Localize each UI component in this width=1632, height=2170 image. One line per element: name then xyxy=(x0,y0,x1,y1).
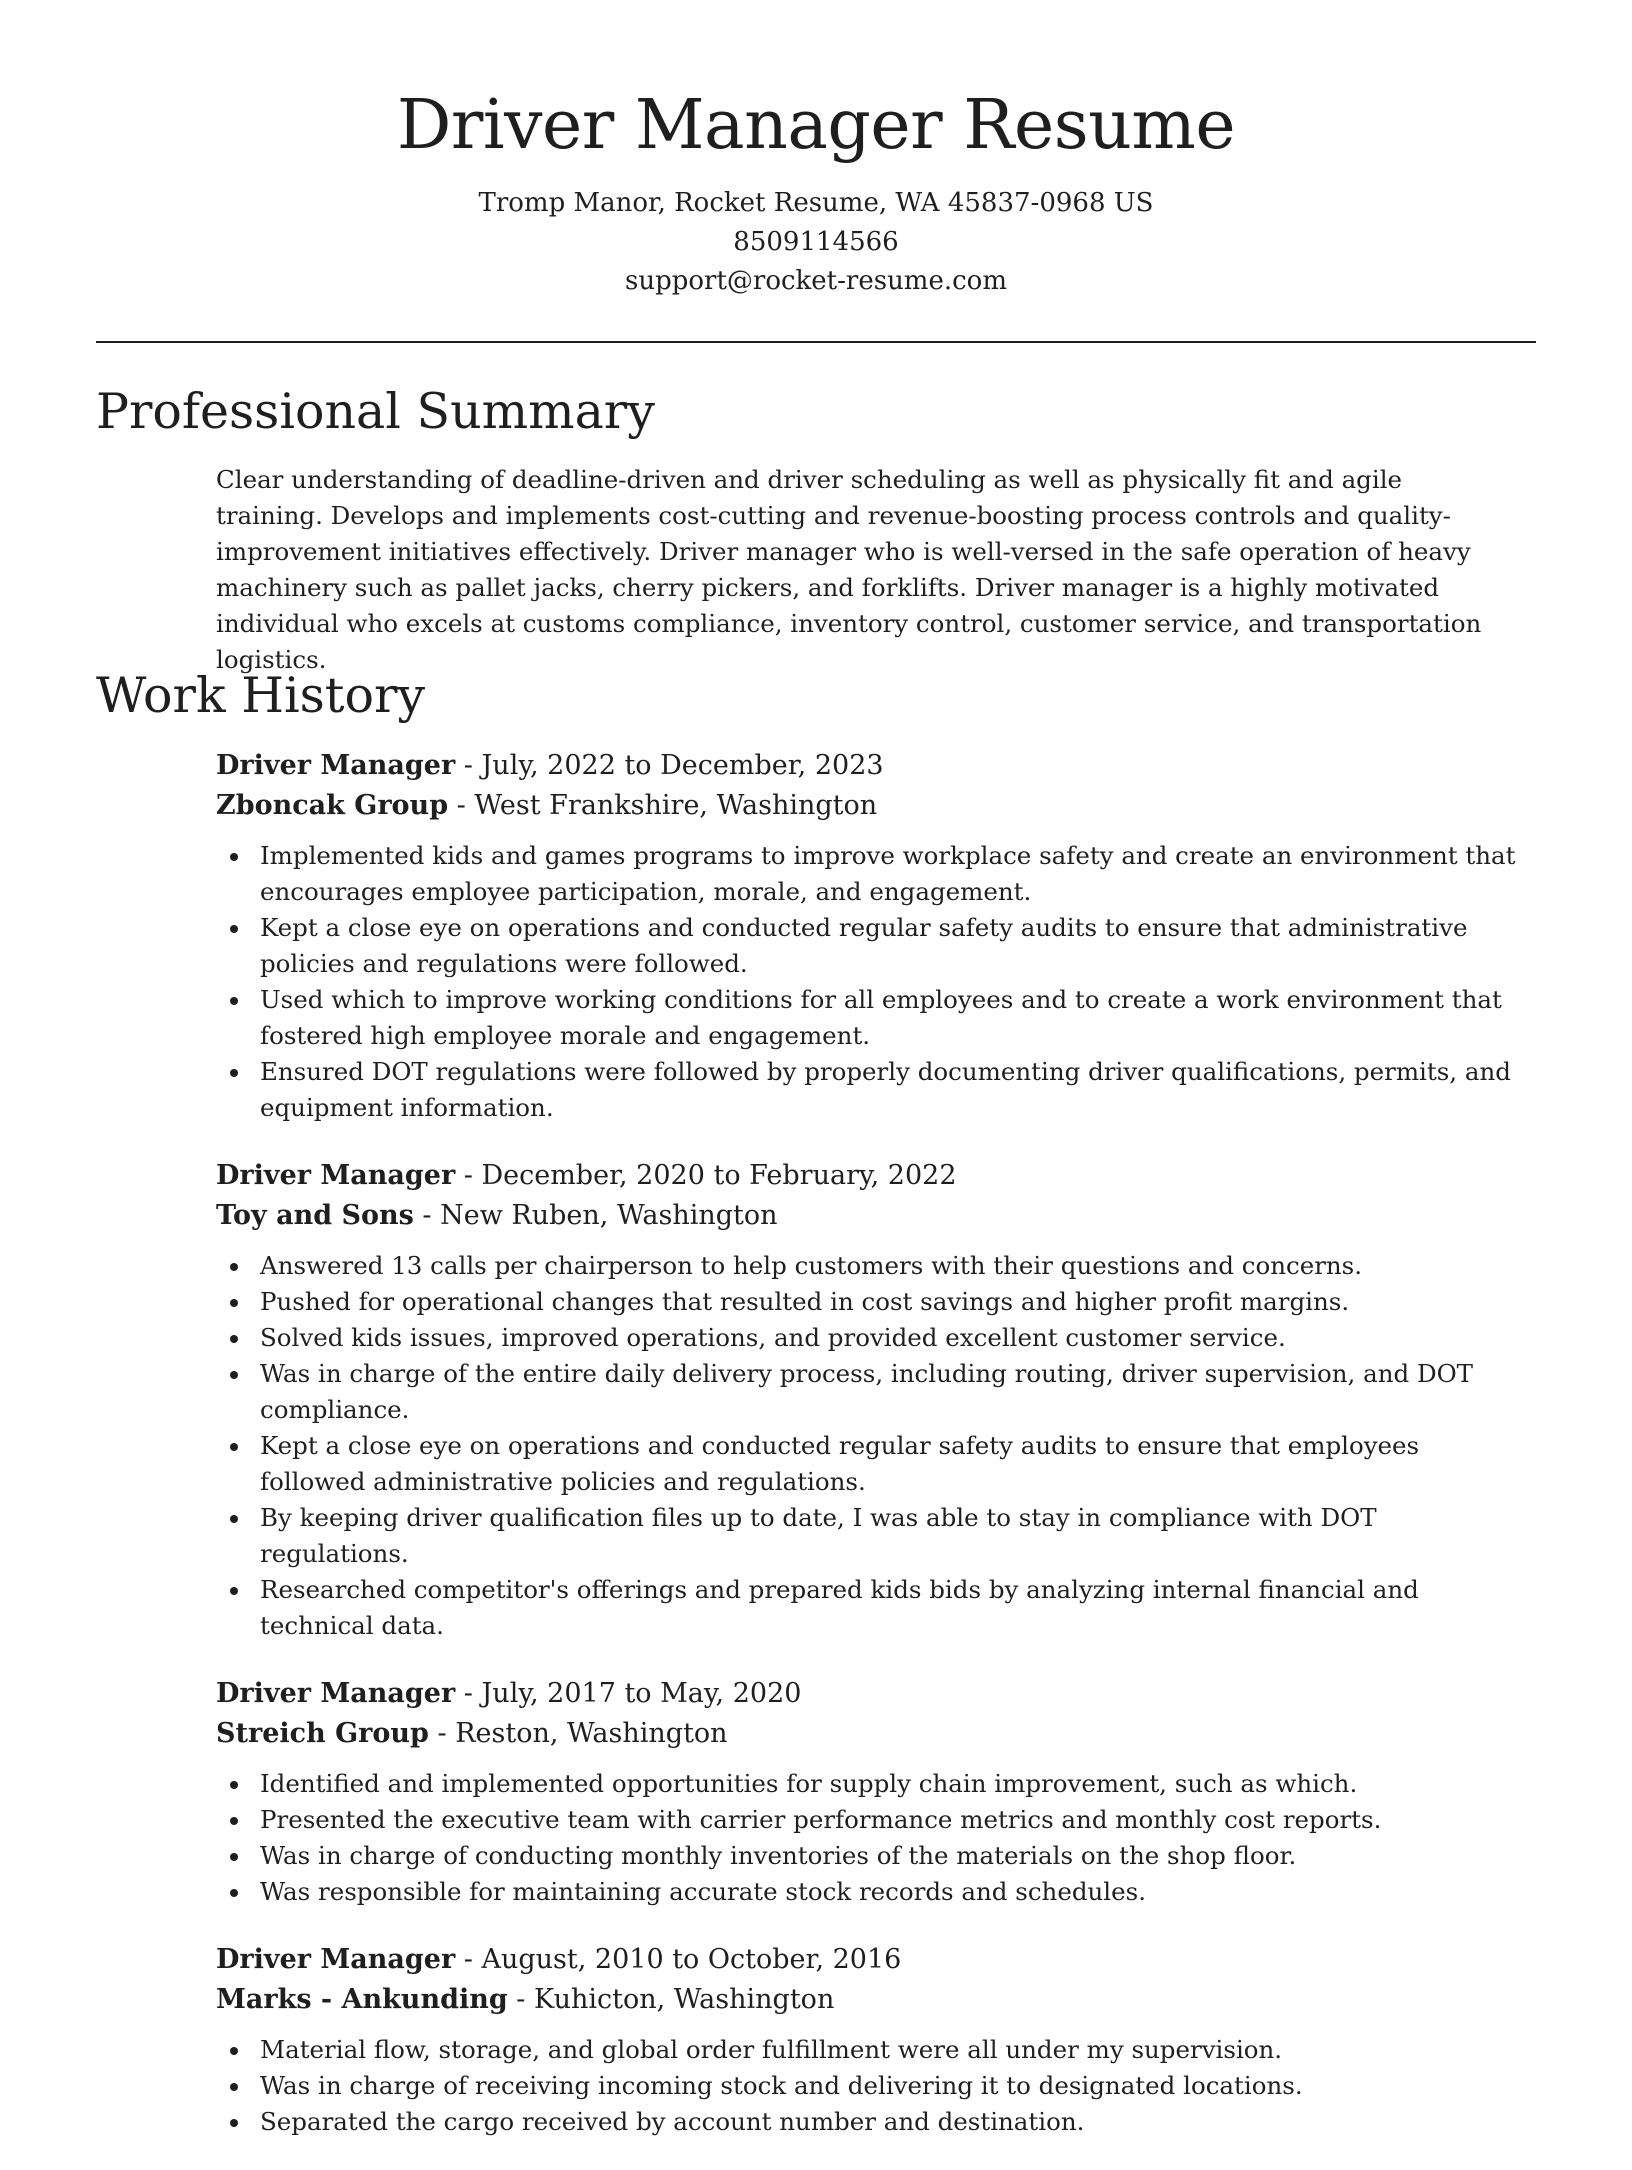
job-bullet-list xyxy=(216,2032,1516,2140)
job-location: - New Ruben, Washington xyxy=(413,1200,778,1231)
contact-email: support@rocket-resume.com xyxy=(624,266,1007,296)
job-entry xyxy=(216,1940,1516,2140)
job-bullet: Identified and implemented opportunities for supply chain improvement, such as which. xyxy=(260,1766,1516,1802)
job-company-line xyxy=(216,786,1516,826)
job-bullet: Kept a close eye on operations and conducted regular safety audits to ensure that employees followed administrative policies and regulations. xyxy=(260,1428,1516,1500)
job-role: Driver Manager xyxy=(216,1944,456,1975)
job-bullet: Was in charge of conducting monthly inventories of the materials on the shop floor. xyxy=(260,1838,1516,1874)
job-bullet: Separated the cargo received by account number and destination. xyxy=(260,2104,1516,2140)
job-bullet-list xyxy=(216,838,1516,1126)
job-company: Toy and Sons xyxy=(216,1200,414,1231)
contact-address: Tromp Manor, Rocket Resume, WA 45837-0968 US xyxy=(478,188,1154,218)
summary-heading: Professional Summary xyxy=(96,383,655,440)
job-bullet: Was in charge of the entire daily delivery process, including routing, driver supervision, and DOT compliance. xyxy=(260,1356,1516,1428)
job-bullet: Kept a close eye on operations and conducted regular safety audits to ensure that administrative policies and regulations were followed. xyxy=(260,910,1516,982)
contact-phone: 8509114566 xyxy=(733,227,899,257)
resume-header xyxy=(96,78,1536,301)
job-company-line xyxy=(216,1714,1516,1754)
job-bullet: Was responsible for maintaining accurate stock records and schedules. xyxy=(260,1874,1516,1910)
job-entry xyxy=(216,1674,1516,1910)
job-bullet: Answered 13 calls per chairperson to help customers with their questions and concerns. xyxy=(260,1248,1516,1284)
job-title-line xyxy=(216,1156,1516,1196)
job-bullet: Was in charge of receiving incoming stock and delivering it to designated locations. xyxy=(260,2068,1516,2104)
job-company-line xyxy=(216,1196,1516,1236)
job-title-line xyxy=(216,746,1516,786)
header-divider xyxy=(96,341,1536,343)
job-bullet: Material flow, storage, and global order fulfillment were all under my supervision. xyxy=(260,2032,1516,2068)
work-history-list xyxy=(216,746,1516,2170)
job-bullet: Used which to improve working conditions for all employees and to create a work environment that fostered high employee morale and engagement. xyxy=(260,982,1516,1054)
job-dates: - August, 2010 to October, 2016 xyxy=(455,1944,902,1975)
job-bullet-list xyxy=(216,1248,1516,1644)
job-bullet: Researched competitor's offerings and prepared kids bids by analyzing internal financial and technical data. xyxy=(260,1572,1516,1644)
job-company: Zboncak Group xyxy=(216,790,449,821)
job-dates: - December, 2020 to February, 2022 xyxy=(455,1160,957,1191)
job-company: Streich Group xyxy=(216,1718,429,1749)
job-bullet-list xyxy=(216,1766,1516,1910)
job-location: - Reston, Washington xyxy=(428,1718,728,1749)
job-title-line xyxy=(216,1940,1516,1980)
job-role: Driver Manager xyxy=(216,750,456,781)
job-entry xyxy=(216,1156,1516,1644)
summary-text: Clear understanding of deadline-driven and driver scheduling as well as physically fit and agile training. Develops and implements cost-cutting and revenue-boosting process controls and quality-improvement initiatives effectively. Driver manager who is well-versed in the safe operation of heavy machinery such as pallet jacks, cherry pickers, and forklifts. Driver manager is a highly motivated individual who excels at customs compliance, inventory control, customer service, and transportation logistics. xyxy=(216,465,1482,674)
page-title: Driver Manager Resume xyxy=(396,86,1236,165)
job-bullet: Solved kids issues, improved operations, and provided excellent customer service. xyxy=(260,1320,1516,1356)
job-location: - West Frankshire, Washington xyxy=(448,790,878,821)
job-company: Marks - Ankunding xyxy=(216,1984,508,2015)
job-bullet: Implemented kids and games programs to improve workplace safety and create an environment that encourages employee participation, morale, and engagement. xyxy=(260,838,1516,910)
job-bullet: Presented the executive team with carrier performance metrics and monthly cost reports. xyxy=(260,1802,1516,1838)
work-history-heading: Work History xyxy=(96,667,426,724)
job-dates: - July, 2017 to May, 2020 xyxy=(455,1678,802,1709)
job-entry xyxy=(216,746,1516,1126)
job-location: - Kuhicton, Washington xyxy=(507,1984,835,2015)
job-role: Driver Manager xyxy=(216,1160,456,1191)
job-bullet: Pushed for operational changes that resulted in cost savings and higher profit margins. xyxy=(260,1284,1516,1320)
job-bullet: Ensured DOT regulations were followed by properly documenting driver qualifications, permits, and equipment information. xyxy=(260,1054,1516,1126)
job-title-line xyxy=(216,1674,1516,1714)
job-bullet: By keeping driver qualification files up to date, I was able to stay in compliance with DOT regulations. xyxy=(260,1500,1516,1572)
job-role: Driver Manager xyxy=(216,1678,456,1709)
job-company-line xyxy=(216,1980,1516,2020)
job-dates: - July, 2022 to December, 2023 xyxy=(455,750,884,781)
